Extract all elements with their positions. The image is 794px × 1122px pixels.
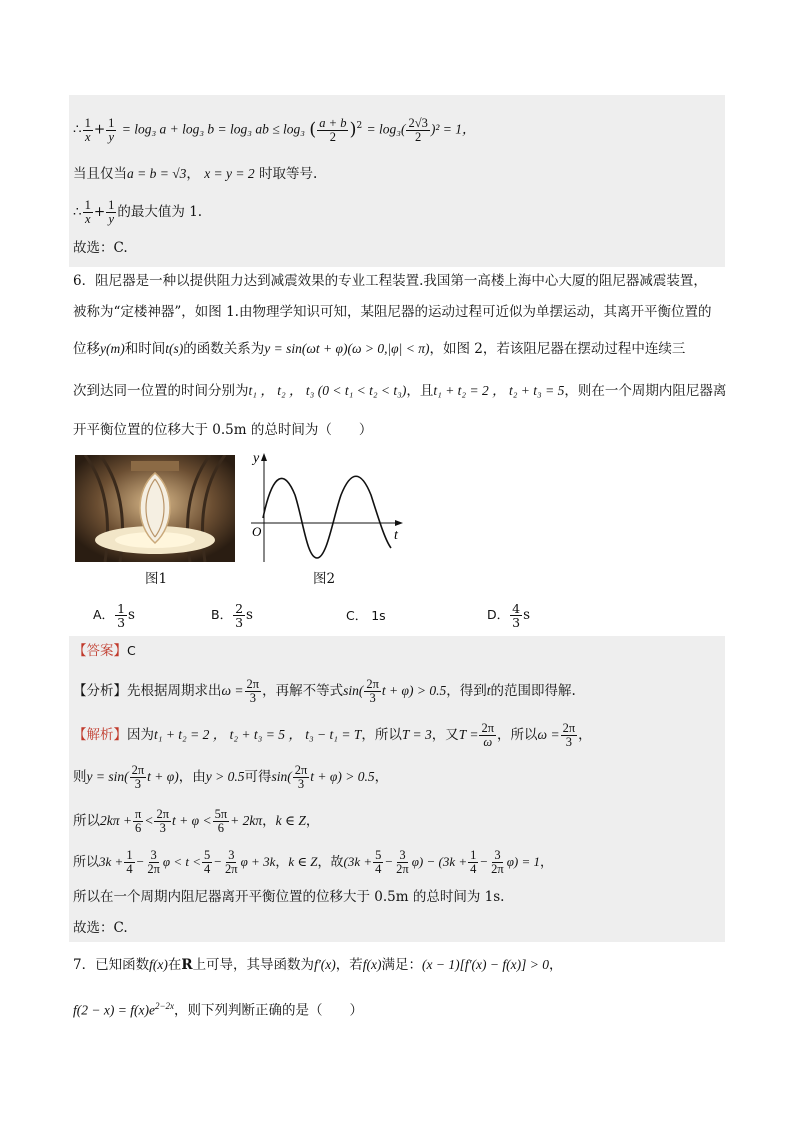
option-d[interactable]: D． $\frac{4}{3}$ s <box>487 601 531 630</box>
q6-line-4: 次到达同一位置的时间分别为t₁ ， t₂ ， t₃ (0 < t₁ < t₂ < t₃)，且t₁ + t₂ = 2 ， t₂ + t₃ = 5，则在一个周期内阻尼器离 <box>73 383 727 399</box>
figure-1-caption: 图1 <box>145 571 168 587</box>
option-c[interactable]: C． 1s <box>346 608 386 623</box>
prev-line-4: 故选：C. <box>73 240 128 256</box>
q7-line-2: $f(2 - x) = f(x)e^{2-2x}$，则下列判断正确的是（ ） <box>73 1001 364 1019</box>
graph-t-label: t <box>394 528 398 543</box>
option-b[interactable]: B． $\frac{2}{3}$ s <box>211 601 253 630</box>
q6-line-5: 开平衡位置的位移大于 0.5m 的总时间为（ ） <box>73 422 373 438</box>
prev-line-3: ∴ $\frac{1}{x}$ + $\frac{1}{y}$ 的最大值为 1. <box>73 198 203 226</box>
solution-line-5: 所以在一个周期内阻尼器离开平衡位置的位移大于 0.5m 的总时间为 1s. <box>73 889 505 905</box>
solution-line-3: 所以2kπ + $\frac{\pi}{6}$ < $\frac{2\pi}{3}$ t + φ < $\frac{5\pi}{6}$ + 2kπ，k ∈ Z， <box>73 807 320 835</box>
solution-line-6: 故选：C. <box>73 920 128 936</box>
graph-origin-label: O <box>252 524 262 539</box>
solution-tag: 【解析】 <box>73 727 127 743</box>
figure-2-caption: 图2 <box>313 571 336 587</box>
answer-value: C <box>127 643 136 658</box>
answer-line <box>73 641 724 661</box>
sine-curve <box>263 476 391 558</box>
graph-y-label: y <box>253 451 260 466</box>
q6-line-3: 位移y(m)和时间t(s)的函数关系为y = sin(ωt + φ)(ω > 0,|φ| < π)，如图 2，若该阻尼器在摆动过程中连续三 <box>73 341 686 357</box>
answer-tag: 【答案】 <box>73 643 127 659</box>
analysis-line: 【分析】先根据周期求出ω = $\frac{2\pi}{3}$ ，再解不等式sin( $\frac{2\pi}{3}$ t + φ) > 0.5，得到t的范围即得解. <box>73 677 576 705</box>
prev-line-2: 当且仅当a = b = √3， x = y = 2 时取等号. <box>73 166 318 182</box>
option-a[interactable]: A． $\frac{1}{3}$ s <box>93 601 135 630</box>
sine-graph <box>243 450 408 565</box>
analysis-tag: 【分析】 <box>73 683 127 699</box>
prev-line-1: ∴ $\frac{1}{x}$ + $\frac{1}{y}$ = log₃ a + log₃ b = log₃ ab ≤ log₃ ( $\frac{a + b}{2}$ )$^2$ = log₃( $\frac{2√3}{2}$ )² = 1， <box>73 115 476 144</box>
solution-line-1: 【解析】因为t₁ + t₂ = 2 ， t₂ + t₃ = 5 ， t₃ − t₁ = T，所以T = 3，又T = $\frac{2\pi}{\omega}$ ，所以ω = $\frac{2\pi}{3}$ ， <box>73 721 592 749</box>
q6-line-2: 被称为“定楼神器”，如图 1.由物理学知识可知，某阻尼器的运动过程可近似为单摆运动，其离开平衡位置的 <box>73 304 712 320</box>
damper-photo <box>75 455 235 562</box>
q7-line-1: 7．已知函数f(x)在R上可导，其导函数为f′(x)，若f(x)满足：(x − 1)[f′(x) − f(x)] > 0， <box>73 957 563 973</box>
q6-line-1: 6．阻尼器是一种以提供阻力达到减震效果的专业工程装置.我国第一高楼上海中心大厦的阻尼器减震装置， <box>73 273 707 289</box>
solution-line-2: 则y = sin( $\frac{2\pi}{3}$ t + φ)，由y > 0.5可得sin( $\frac{2\pi}{3}$ t + φ) > 0.5， <box>73 763 389 791</box>
solution-line-4: 所以3k + $\frac{1}{4}$ − $\frac{3}{2\pi}$ φ < t < $\frac{5}{4}$ − $\frac{3}{2\pi}$ φ + 3k，k ∈ Z，故(3k + $\frac{5}{4}$ − $\frac{3}{2\pi}$ φ) − (3k + $\frac{1}{4}$ − $\frac{3}{2\pi}$ φ) = 1， <box>73 848 554 876</box>
